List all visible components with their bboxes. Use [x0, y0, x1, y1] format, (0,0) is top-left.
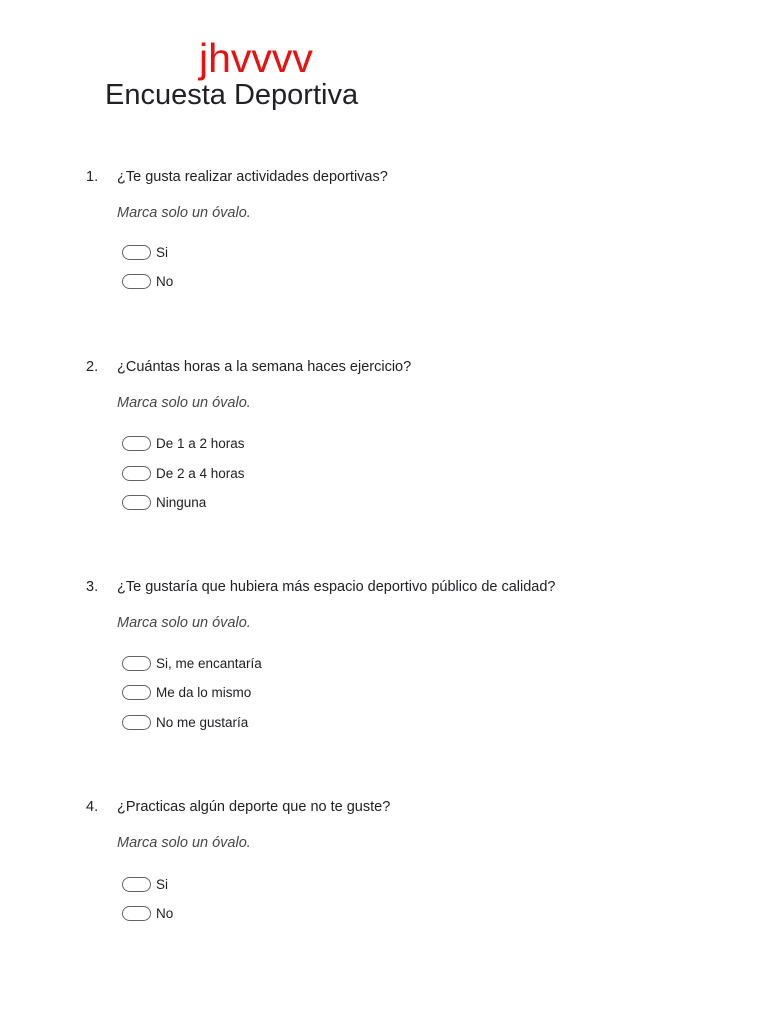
option-de-1-a-2-horas[interactable]: [122, 434, 245, 452]
question-hint: Marca solo un óvalo.: [117, 615, 251, 631]
radio-oval[interactable]: [122, 245, 151, 260]
option-si-me-encantaria[interactable]: [122, 654, 262, 672]
radio-oval[interactable]: [122, 436, 151, 451]
option-label: Si: [156, 244, 169, 260]
question-text: ¿Practicas algún deporte que no te guste?: [117, 799, 391, 815]
option-label: No: [156, 905, 174, 921]
radio-oval[interactable]: [122, 466, 151, 481]
option-de-2-a-4-horas[interactable]: [122, 464, 245, 482]
radio-oval[interactable]: [122, 906, 151, 921]
option-label: De 1 a 2 horas: [156, 435, 245, 451]
survey-title: Encuesta Deportiva: [105, 79, 359, 111]
radio-oval[interactable]: [122, 495, 151, 510]
option-no[interactable]: [122, 904, 173, 922]
option-label: No me gustaría: [156, 714, 249, 730]
radio-oval[interactable]: [122, 715, 151, 730]
option-no[interactable]: [122, 272, 173, 290]
option-label: De 2 a 4 horas: [156, 465, 245, 481]
option-me-da-lo-mismo[interactable]: [122, 683, 251, 701]
option-label: Me da lo mismo: [156, 684, 252, 700]
option-ninguna[interactable]: [122, 493, 206, 511]
question-number: 3.: [86, 579, 99, 595]
question-number: 2.: [86, 359, 99, 375]
option-si[interactable]: [122, 243, 168, 261]
question-hint: Marca solo un óvalo.: [117, 395, 251, 411]
question-number: 4.: [86, 799, 99, 815]
option-label: Si: [156, 876, 169, 892]
radio-oval[interactable]: [122, 877, 151, 892]
option-label: Si, me encantaría: [156, 655, 262, 671]
option-no-me-gustaria[interactable]: [122, 713, 248, 731]
radio-oval[interactable]: [122, 685, 151, 700]
question-text: ¿Te gustaría que hubiera más espacio deportivo público de calidad?: [117, 579, 556, 595]
option-label: No: [156, 273, 174, 289]
option-label: Ninguna: [156, 494, 207, 510]
question-hint: Marca solo un óvalo.: [117, 835, 251, 851]
question-hint: Marca solo un óvalo.: [117, 205, 251, 221]
handwritten-annotation: jhvvvv: [199, 35, 313, 81]
option-si[interactable]: [122, 875, 168, 893]
question-number: 1.: [86, 169, 99, 185]
question-text: ¿Cuántas horas a la semana haces ejercicio?: [117, 359, 412, 375]
radio-oval[interactable]: [122, 274, 151, 289]
radio-oval[interactable]: [122, 656, 151, 671]
question-text: ¿Te gusta realizar actividades deportivas?: [117, 169, 388, 185]
